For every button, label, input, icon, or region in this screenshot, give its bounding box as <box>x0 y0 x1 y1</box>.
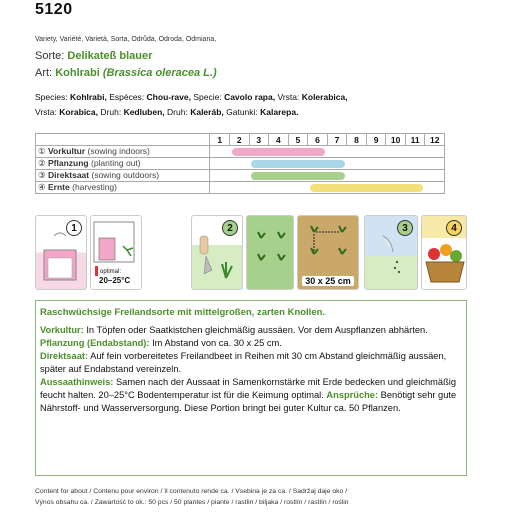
direktsaat-heading: Direktsaat: <box>40 351 89 361</box>
ansprueche-text: Benötigt sehr gute Nährstoff- und Wasserversorgung. Diese Portion bringt bei guter Kultur ca. 50 Pflanzen. <box>40 390 457 413</box>
direktsaat-paragraph <box>40 350 462 376</box>
month-12: 12 <box>425 134 445 146</box>
species-label: Gatunki: <box>226 107 258 117</box>
month-7: 7 <box>327 134 347 146</box>
art-line <box>35 67 217 79</box>
row-sub: (sowing indoors) <box>87 146 150 156</box>
row-number: ④ <box>38 182 46 192</box>
step-planting-out <box>191 215 243 290</box>
species-label: Vrsta: <box>35 107 57 117</box>
species-value: Kolerabica, <box>301 92 348 102</box>
calendar-row-direktsaat <box>36 170 445 182</box>
row-label <box>36 170 210 182</box>
calendar-row-ernte <box>36 182 445 194</box>
row-label <box>36 182 210 194</box>
step-sowing-indoors <box>35 215 87 290</box>
month-5: 5 <box>288 134 308 146</box>
description-title: Raschwüchsige Freilandsorte mit mittelgroßen, zarten Knollen. <box>40 307 326 318</box>
ansprueche-heading: Ansprüche: <box>326 390 379 400</box>
vorkultur-paragraph <box>40 324 462 350</box>
species-value: Kalarepa. <box>260 107 299 117</box>
seed-tray-icon <box>36 216 87 290</box>
art-label: Art: <box>35 67 53 79</box>
content-note-line-2: Výnos obsahu ca. / Zawartość to ok.: 50 pcs / 50 plantes / piante / rastlin / biljaka / rostlín / rastlín / roślin <box>35 499 349 506</box>
sorte-line <box>35 50 152 62</box>
temperature-label: 20–25°C <box>99 276 131 285</box>
trowel-icon <box>192 216 243 290</box>
calendar-header-row <box>36 134 445 146</box>
aussaat-paragraph <box>40 376 462 415</box>
step-harvest <box>421 215 467 290</box>
month-8: 8 <box>347 134 367 146</box>
step-direct-sowing <box>364 215 418 290</box>
calendar-bar-ernte <box>310 184 423 192</box>
vorkultur-heading: Vorkultur: <box>40 325 84 335</box>
optimal-label: optimal: <box>100 269 122 275</box>
sorte-label: Sorte: <box>35 50 65 62</box>
bar-track <box>210 158 445 170</box>
variety-languages: Variety, Variété, Varietà, Sorta, Odrůda, Odroda, Odmiana, <box>35 36 217 43</box>
row-name: Ernte <box>48 182 70 192</box>
month-11: 11 <box>405 134 425 146</box>
month-4: 4 <box>269 134 289 146</box>
calendar-bar-vorkultur <box>232 148 326 156</box>
calendar-bar-direktsaat <box>251 172 345 180</box>
step-number: 1 <box>66 220 82 236</box>
row-name: Pflanzung <box>48 158 89 168</box>
sorte-value: Delikateß blauer <box>67 50 153 62</box>
step-number: 2 <box>222 220 238 236</box>
aussaat-text: Samen nach der Aussaat in Samenkornstärke mit Erde bedecken und gleichmäßig feucht halten. 20–25°C Bodentemperatur ist für die Keimung optimal. <box>40 377 457 400</box>
bar-track <box>210 146 445 158</box>
species-label: Espèces: <box>109 92 145 102</box>
pflanzung-heading: Pflanzung (Endabstand): <box>40 338 150 348</box>
row-name: Direktsaat <box>48 170 90 180</box>
art-value: Kohlrabi <box>55 67 100 79</box>
step-number: 3 <box>397 220 413 236</box>
species-value: Chou-rave, <box>146 92 191 102</box>
spacing-label: 30 x 25 cm <box>302 276 354 286</box>
step-spacing <box>297 215 359 290</box>
row-number: ③ <box>38 170 46 180</box>
species-label: Druh: <box>100 107 122 117</box>
calendar-corner <box>36 134 210 146</box>
species-value: Kedluben, <box>123 107 165 117</box>
row-name: Vorkultur <box>48 146 86 156</box>
calendar-bar-pflanzung <box>251 160 345 168</box>
direktsaat-text: Auf fein vorbereitetes Freilandbeet in Reihen mit 30 cm Abstand gleichmäßig aussäen, später auf Endabstand vereinzeln. <box>40 351 447 374</box>
species-label: Specie: <box>193 92 222 102</box>
month-3: 3 <box>249 134 269 146</box>
month-10: 10 <box>386 134 406 146</box>
species-value: Kaleráb, <box>190 107 224 117</box>
sowing-hand-icon <box>365 216 418 290</box>
month-9: 9 <box>366 134 386 146</box>
row-sub: (planting out) <box>90 158 141 168</box>
art-latin: (Brassica oleracea L.) <box>102 67 217 79</box>
step-temperature <box>90 215 142 290</box>
row-sub: (sowing outdoors) <box>91 170 160 180</box>
species-value: Korabica, <box>59 107 99 117</box>
species-value: Cavolo rapa, <box>224 92 276 102</box>
product-number: 5120 <box>35 1 73 18</box>
month-1: 1 <box>210 134 230 146</box>
species-line-2 <box>35 107 298 117</box>
calendar-row-pflanzung <box>36 158 445 170</box>
month-2: 2 <box>229 134 249 146</box>
row-number: ① <box>38 146 46 156</box>
species-label: Species: <box>35 92 68 102</box>
instruction-steps <box>35 215 467 290</box>
species-label: Vrsta: <box>277 92 300 102</box>
vegetable-basket-icon <box>422 216 467 290</box>
seedlings-icon <box>247 216 294 290</box>
month-6: 6 <box>308 134 328 146</box>
bar-track <box>210 170 445 182</box>
row-sub: (harvesting) <box>72 182 117 192</box>
species-line-1 <box>35 92 348 102</box>
vorkultur-text: In Töpfen oder Saatkistchen gleichmäßig aussäen. Vor dem Auspflanzen abhärten. <box>86 325 428 335</box>
species-label: Druh: <box>167 107 188 117</box>
pflanzung-text: Im Abstand von ca. 30 x 25 cm. <box>152 338 282 348</box>
row-label <box>36 158 210 170</box>
row-number: ② <box>38 158 46 168</box>
step-planting-grid <box>246 215 294 290</box>
step-number: 4 <box>446 220 462 236</box>
sowing-calendar <box>35 133 445 194</box>
description-box <box>35 300 467 476</box>
calendar-row-vorkultur <box>36 146 445 158</box>
bar-track <box>210 182 445 194</box>
species-value: Kohlrabi, <box>69 92 107 102</box>
content-note-line-1: Content for about / Contenu pour environ / Il contenuto rende ca. / Vsebina je za ca. / Sadržaj daje oko / <box>35 488 348 495</box>
aussaat-heading: Aussaathinweis: <box>40 377 114 387</box>
row-label <box>36 146 210 158</box>
